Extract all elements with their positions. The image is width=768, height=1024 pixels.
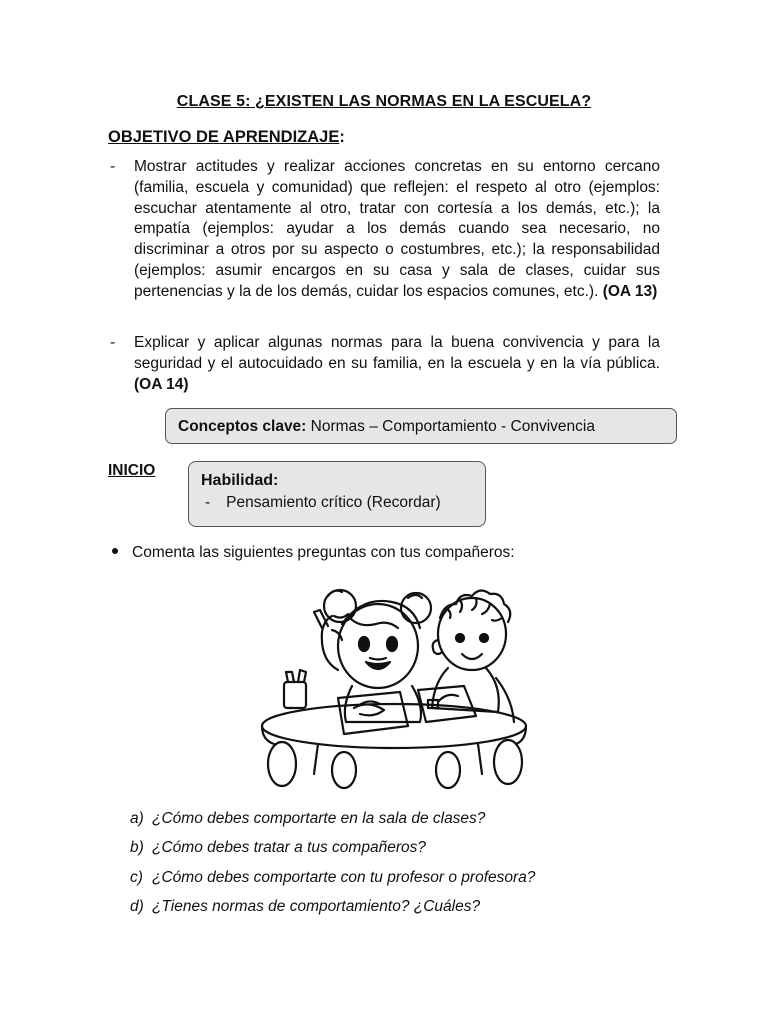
skill-box <box>188 461 486 527</box>
page-title: CLASE 5: ¿EXISTEN LAS NORMAS EN LA ESCUELA? <box>176 93 592 110</box>
objective-heading <box>108 128 345 147</box>
comment-prompt-text: Comenta las siguientes preguntas con tus compañeros: <box>132 544 515 561</box>
question-item <box>130 837 535 866</box>
question-letter: d) <box>130 897 144 915</box>
objective-list-2 <box>108 333 660 395</box>
objective-item-oa13 <box>108 157 660 303</box>
key-concepts-box <box>165 408 677 444</box>
question-item <box>130 867 535 896</box>
question-text: ¿Cómo debes comportarte en la sala de clases? <box>152 810 486 827</box>
objective-list-1 <box>108 157 660 303</box>
objective-code: (OA 13) <box>602 282 658 300</box>
skill-dash: - <box>205 494 211 511</box>
children-drawing-at-table-illustration <box>258 578 530 790</box>
question-item <box>130 896 535 925</box>
question-text: ¿Cómo debes comportarte con tu profesor o profesora? <box>152 868 536 886</box>
question-letter: b) <box>130 839 144 857</box>
key-concepts-label: Conceptos clave: <box>178 418 307 435</box>
bullet-dash: - <box>110 334 116 351</box>
bullet-dot-icon <box>112 548 118 554</box>
question-text: ¿Cómo debes tratar a tus compañeros? <box>152 839 426 857</box>
comment-prompt <box>112 544 515 562</box>
inicio-heading: INICIO <box>108 462 156 479</box>
objective-text: Explicar y aplicar algunas normas para la buena convivencia y para la seguridad y el autocuidado en su familia, en la escuela y en la vía pública. <box>134 334 660 372</box>
question-letter: c) <box>130 868 143 886</box>
objective-item-oa14 <box>108 333 660 395</box>
skill-title: Habilidad: <box>201 472 279 489</box>
bullet-dash: - <box>110 158 116 175</box>
question-text: ¿Tienes normas de comportamiento? ¿Cuáles? <box>152 897 481 915</box>
objective-text: Mostrar actitudes y realizar acciones concretas en su entorno cercano (familia, escuela y comunidad) que reflejen: el respeto al otro (ejemplos: escuchar atentamente al otro, tratar con cortesía a los demás, etc.); la empatía (ejemplos: ayudar a los demás cuando sea necesario, no discriminar a otros por su aspecto o costumbres, etc.); la responsabilidad (ejemplos: asumir encargos en su casa y sala de clases, cuidar sus pertenencias y la de los demás, cuidar los espacios comunes, etc.). <box>134 158 660 300</box>
objective-code: (OA 14) <box>134 375 189 393</box>
question-list <box>130 808 535 925</box>
key-concepts-value: Normas – Comportamiento - Convivencia <box>306 418 595 435</box>
skill-item <box>201 494 485 512</box>
question-letter: a) <box>130 810 144 827</box>
objective-heading-colon: : <box>339 128 345 146</box>
objective-heading-text: OBJETIVO DE APRENDIZAJE <box>108 128 340 146</box>
question-item <box>130 808 535 837</box>
skill-item-text: Pensamiento crítico (Recordar) <box>226 494 441 511</box>
